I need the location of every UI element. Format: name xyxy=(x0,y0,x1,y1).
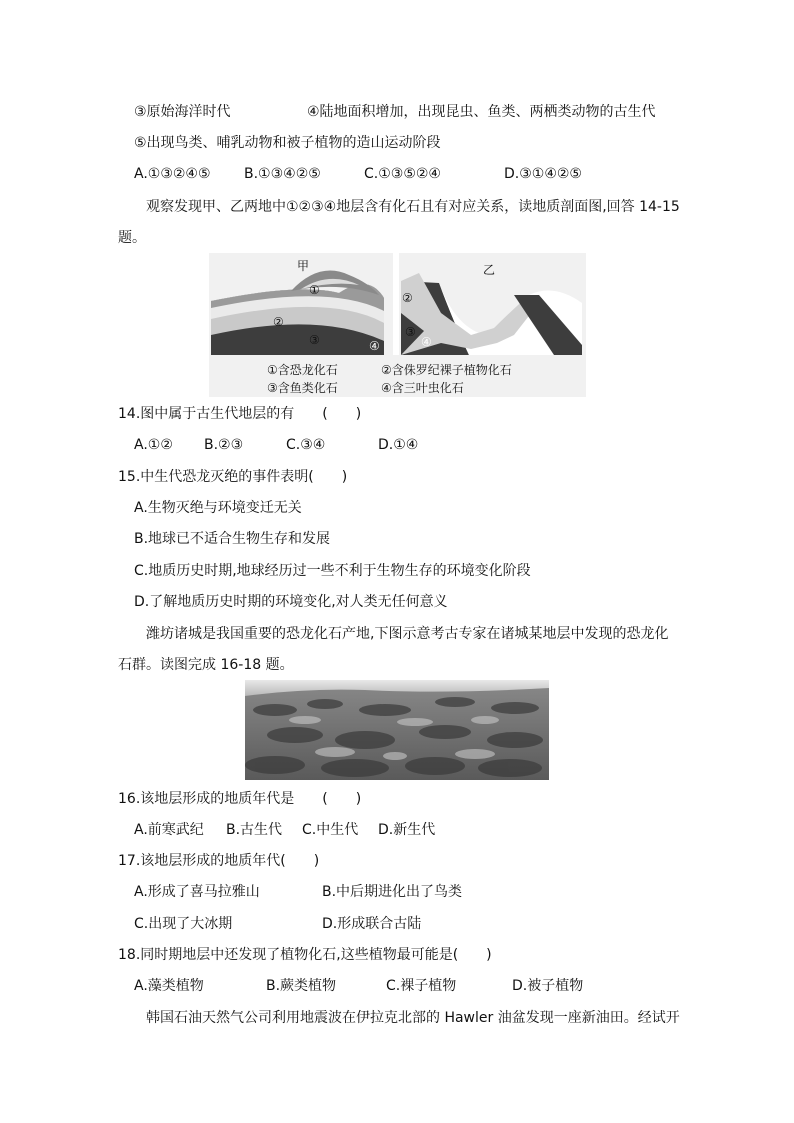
q18-option-c: C.裸子植物 xyxy=(386,978,457,994)
legend-3: ③含鱼类化石 xyxy=(267,381,338,395)
label-yi: 乙 xyxy=(483,263,496,277)
q14-option-c: C.③④ xyxy=(286,437,326,453)
layer-mark-3-right: ③ xyxy=(405,325,416,339)
q14-option-b: B.②③ xyxy=(204,437,244,453)
intro-16-line1: 潍坊诸城是我国重要的恐龙化石产地,下图示意考古专家在诸城某地层中发现的恐龙化 xyxy=(146,626,669,642)
q18-option-a: A.藻类植物 xyxy=(134,978,204,994)
top-option-c: C.①③⑤②④ xyxy=(364,166,441,182)
q15-option-d: D.了解地质历史时期的环境变化,对人类无任何意义 xyxy=(134,594,448,610)
legend-4: ④含三叶虫化石 xyxy=(381,381,464,395)
item-4: ④陆地面积增加，出现昆虫、鱼类、两栖类动物的古生代 xyxy=(307,104,656,120)
q17-option-c: C.出现了大冰期 xyxy=(134,916,233,932)
q16-option-d: D.新生代 xyxy=(378,822,436,838)
q15-stem: 15.中生代恐龙灭绝的事件表明( ) xyxy=(118,469,348,485)
q18-option-d: D.被子植物 xyxy=(512,978,584,994)
q18-option-b: B.蕨类植物 xyxy=(266,978,337,994)
q14-option-a: A.①② xyxy=(134,437,173,453)
q16-stem: 16.该地层形成的地质年代是 ( ) xyxy=(118,791,362,807)
intro-14-line1: 观察发现甲、乙两地中①②③④地层含有化石且有对应关系，读地质剖面图,回答 14-15 xyxy=(146,199,680,215)
item-3: ③原始海洋时代 xyxy=(134,104,231,120)
legend-2: ②含侏罗纪裸子植物化石 xyxy=(381,363,512,377)
q15-option-c: C.地质历史时期,地球经历过一些不利于生物生存的环境变化阶段 xyxy=(134,563,531,579)
layer-mark-3-left: ③ xyxy=(309,333,320,347)
intro-16-line2: 石群。读图完成 16-18 题。 xyxy=(118,657,294,673)
intro-14-line2: 题。 xyxy=(118,230,146,246)
layer-mark-4-right: ④ xyxy=(421,335,432,349)
tail-paragraph-line1: 韩国石油天然气公司利用地震波在伊拉克北部的 Hawler 油盆发现一座新油田。经试开 xyxy=(146,1010,680,1026)
dinosaur-fossil-photo xyxy=(245,680,549,780)
label-jia: 甲 xyxy=(297,259,310,273)
layer-mark-1-left: ① xyxy=(309,283,320,297)
layer-mark-2-left: ② xyxy=(273,315,284,329)
q16-option-b: B.古生代 xyxy=(226,822,283,838)
q14-stem: 14.图中属于古生代地层的有 ( ) xyxy=(118,406,362,422)
q18-stem: 18.同时期地层中还发现了植物化石,这些植物最可能是( ) xyxy=(118,947,492,963)
geologic-profile-figure xyxy=(209,253,586,397)
q15-option-a: A.生物灭绝与环境变迁无关 xyxy=(134,500,302,516)
q16-option-a: A.前寒武纪 xyxy=(134,822,204,838)
item-5: ⑤出现鸟类、哺乳动物和被子植物的造山运动阶段 xyxy=(134,135,441,151)
layer-mark-4-left: ④ xyxy=(369,339,380,353)
top-option-b: B.①③④②⑤ xyxy=(244,166,321,182)
q17-option-b: B.中后期进化出了鸟类 xyxy=(322,884,463,900)
q16-option-c: C.中生代 xyxy=(302,822,359,838)
top-option-d: D.③①④②⑤ xyxy=(504,166,582,182)
layer-mark-2-right: ② xyxy=(402,291,413,305)
q17-option-a: A.形成了喜马拉雅山 xyxy=(134,884,260,900)
q15-option-b: B.地球已不适合生物生存和发展 xyxy=(134,531,331,547)
legend-1: ①含恐龙化石 xyxy=(267,363,338,377)
q14-option-d: D.①④ xyxy=(378,437,419,453)
q17-stem: 17.该地层形成的地质年代( ) xyxy=(118,853,320,869)
q17-option-d: D.形成联合古陆 xyxy=(322,916,422,932)
top-option-a: A.①③②④⑤ xyxy=(134,166,211,182)
